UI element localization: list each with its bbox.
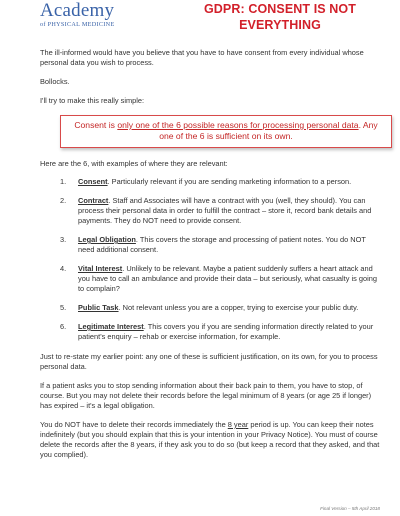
delete-part-c: period is up. You can keep their notes indefinitely (but you should explain that this is your intention in your Privacy Notice). You must of course delete the records after the 8 years, if they ask you to do so (but keep a record that they asked, and that you complied). bbox=[40, 420, 380, 459]
item-term: Legitimate Interest bbox=[78, 322, 144, 331]
item-term: Consent bbox=[78, 177, 108, 186]
logo-subtitle: of PHYSICAL MEDICINE bbox=[40, 21, 115, 28]
delete-paragraph bbox=[40, 420, 380, 460]
callout-part-c: processing personal data bbox=[262, 120, 359, 130]
item-term: Vital Interest bbox=[78, 264, 123, 273]
item-number: 1. bbox=[60, 177, 67, 186]
list-item bbox=[60, 196, 380, 226]
item-number: 6. bbox=[60, 322, 67, 331]
item-number: 2. bbox=[60, 196, 67, 205]
item-number: 3. bbox=[60, 235, 67, 244]
list-intro: Here are the 6, with examples of where they are relevant: bbox=[40, 159, 228, 168]
item-description: . This covers you if you are sending information directly related to your patient's enquiry – rehab or exercise information, for example. bbox=[78, 322, 374, 341]
item-description: . Staff and Associates will have a contract with you (well, they should). You can process their personal data in order to fulfill the contract – store it, record bank details and payments. They do NOT need to provide consent. bbox=[78, 196, 372, 225]
item-description: . Not relevant unless you are a copper, trying to exercise your public duty. bbox=[118, 303, 359, 312]
list-item bbox=[60, 264, 380, 294]
version-footer: Final Version – 5th April 2018 bbox=[320, 506, 380, 511]
callout-part-a: Consent is bbox=[74, 120, 118, 130]
document-body bbox=[40, 48, 380, 469]
list-item bbox=[60, 177, 380, 187]
title-line-1: GDPR: CONSENT IS NOT bbox=[203, 2, 356, 16]
item-description: . This covers the storage and processing of patient notes. You do NOT need additional consent. bbox=[78, 235, 366, 254]
delete-part-a: You do NOT have to delete their records immediately the bbox=[40, 420, 228, 429]
title-line-2: EVERYTHING bbox=[239, 18, 321, 32]
stop-paragraph: If a patient asks you to stop sending information about their back pain to them, you have to stop, of course. But you may not delete their records before the legal minimum of 8 years (or age 25 if longer) has expired – it's a legal obligation. bbox=[40, 381, 372, 410]
restate-paragraph: Just to re-state my earlier point: any one of these is sufficient justification, on its own, for you to process personal data. bbox=[40, 352, 378, 371]
academy-logo bbox=[40, 2, 140, 28]
item-term: Contract bbox=[78, 196, 109, 205]
item-description: . Particularly relevant if you are sending marketing information to a person. bbox=[107, 177, 352, 186]
item-number: 4. bbox=[60, 264, 67, 273]
logo-wordmark: Academy bbox=[40, 0, 115, 21]
intro-paragraph: The ill-informed would have you believe that you have to have consent from every individual whose personal data you wish to process. bbox=[40, 48, 364, 67]
item-term: Public Task bbox=[78, 303, 119, 312]
item-term: Legal Obligation bbox=[78, 235, 136, 244]
item-number: 5. bbox=[60, 303, 67, 312]
delete-part-b: 8 year bbox=[227, 420, 249, 429]
key-message-callout bbox=[60, 115, 392, 148]
list-item bbox=[60, 235, 380, 255]
page-title bbox=[160, 1, 400, 33]
list-item bbox=[60, 303, 380, 313]
item-description: . Unlikely to be relevant. Maybe a patient suddenly suffers a heart attack and you have to call an ambulance and provide their data – but seriously, what casualty is going to complain? bbox=[78, 264, 377, 293]
lawful-basis-list bbox=[60, 177, 380, 342]
simple-paragraph: I'll try to make this really simple: bbox=[40, 96, 145, 105]
callout-part-d: . Any one of the 6 is sufficient on its own. bbox=[159, 120, 378, 141]
list-item bbox=[60, 322, 380, 342]
bollocks-paragraph: Bollocks. bbox=[40, 77, 70, 86]
callout-part-b: only one of the 6 possible reasons for bbox=[117, 120, 263, 130]
